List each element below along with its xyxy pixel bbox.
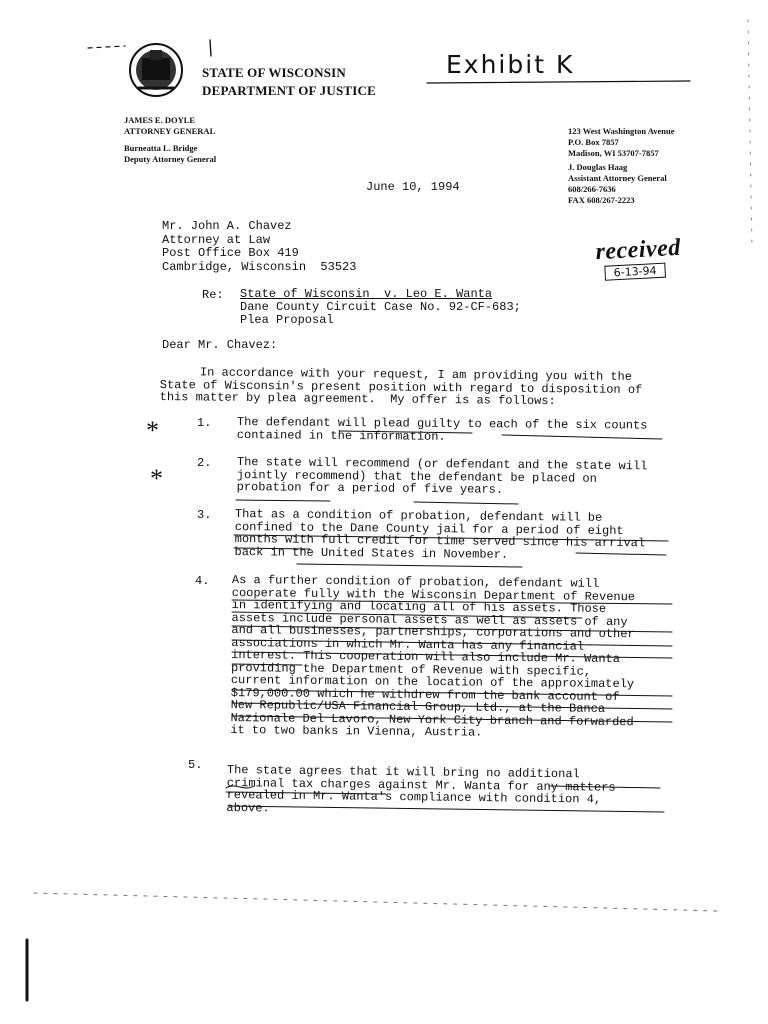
plea-item: The state will recommend (or defendant and the state will jointly recommend) that the defendant be placed on probation for a period of five years. (236, 455, 648, 497)
re-case-title: State of Wisconsin v. Leo E. Wanta (240, 287, 493, 301)
re-subject: Plea Proposal (240, 313, 334, 327)
item-number: 3. (197, 508, 212, 522)
recipient-line: Post Office Box 419 (162, 246, 299, 260)
item-number: 4. (195, 574, 210, 588)
recipient-line: Attorney at Law (162, 232, 271, 247)
exhibit-label: Exhibit K (446, 50, 575, 79)
plea-item: That as a condition of probation, defendant will be confined to the Dane County jail for a period of eight months with full credit for time served since his arrival back in the United States in November. (234, 507, 646, 562)
received-stamp-date: 6-13-94 (604, 263, 666, 281)
margin-asterisk: * (150, 464, 163, 493)
address-line: Madison, WI 53707-7857 (568, 148, 659, 158)
item-number: 1. (197, 416, 212, 430)
intro-paragraph: In accordance with your request, I am providing you with the State of Wisconsin's present position with regard to disposition of this matter by plea agreement. My offer is as follows: (159, 365, 643, 409)
attorney-general-title: ATTORNEY GENERAL (124, 126, 216, 136)
department-name: DEPARTMENT OF JUSTICE (202, 83, 376, 98)
re-label: Re: (202, 288, 224, 302)
deputy-title: Deputy Attorney General (124, 154, 217, 164)
item-number: 2. (197, 456, 212, 470)
salutation: Dear Mr. Chavez: (162, 338, 278, 352)
phone-number: 608/266-7636 (568, 184, 616, 194)
assistant-title: Assistant Attorney General (568, 173, 667, 183)
received-stamp-word: received (594, 234, 682, 266)
letter-date: June 10, 1994 (366, 180, 460, 194)
state-name: STATE OF WISCONSIN (202, 65, 346, 80)
deputy-name: Burneatta L. Bridge (124, 143, 198, 153)
address-line: 123 West Washington Avenue (568, 126, 675, 136)
margin-asterisk: * (146, 416, 159, 445)
plea-item: The defendant will plead guilty to each of the six counts contained in the information. (236, 415, 648, 444)
attorney-general-name: JAMES E. DOYLE (124, 115, 196, 125)
item-number: 5. (188, 758, 203, 772)
assistant-name: J. Douglas Haag (568, 162, 628, 172)
plea-item: As a further condition of probation, defendant will cooperate fully with the Wisconsin Department of Revenue in identifying and locating all of his assets. Those assets include personal assets as well as assets of any and all businesses, partnerships, corporations and other associations in which Mr. Wanta has any financial interest. This cooperation will also include Mr. Wanta providing the Department of Revenue with specific, current information on the location of the approximately $179,000.00 which he withdrew from the bank account of New Republic/USA Financial Group, Ltd., at the Banca Nazionale Del Lavoro, New York City branch and forwarded it to two banks in Vienna, Austria. (230, 573, 636, 740)
recipient-line: Mr. John A. Chavez (162, 219, 292, 233)
recipient-line: Cambridge, Wisconsin 53523 (162, 259, 357, 274)
plea-item: The state agrees that it will bring no additional criminal tax charges against Mr. Wanta for any matters revealed in Mr. Wanta's compliance with condition 4, above. (226, 763, 616, 816)
address-line: P.O. Box 7857 (568, 137, 619, 147)
fax-number: FAX 608/267-2223 (568, 195, 635, 205)
re-case-number: Dane County Circuit Case No. 92-CF-683; (240, 300, 521, 314)
